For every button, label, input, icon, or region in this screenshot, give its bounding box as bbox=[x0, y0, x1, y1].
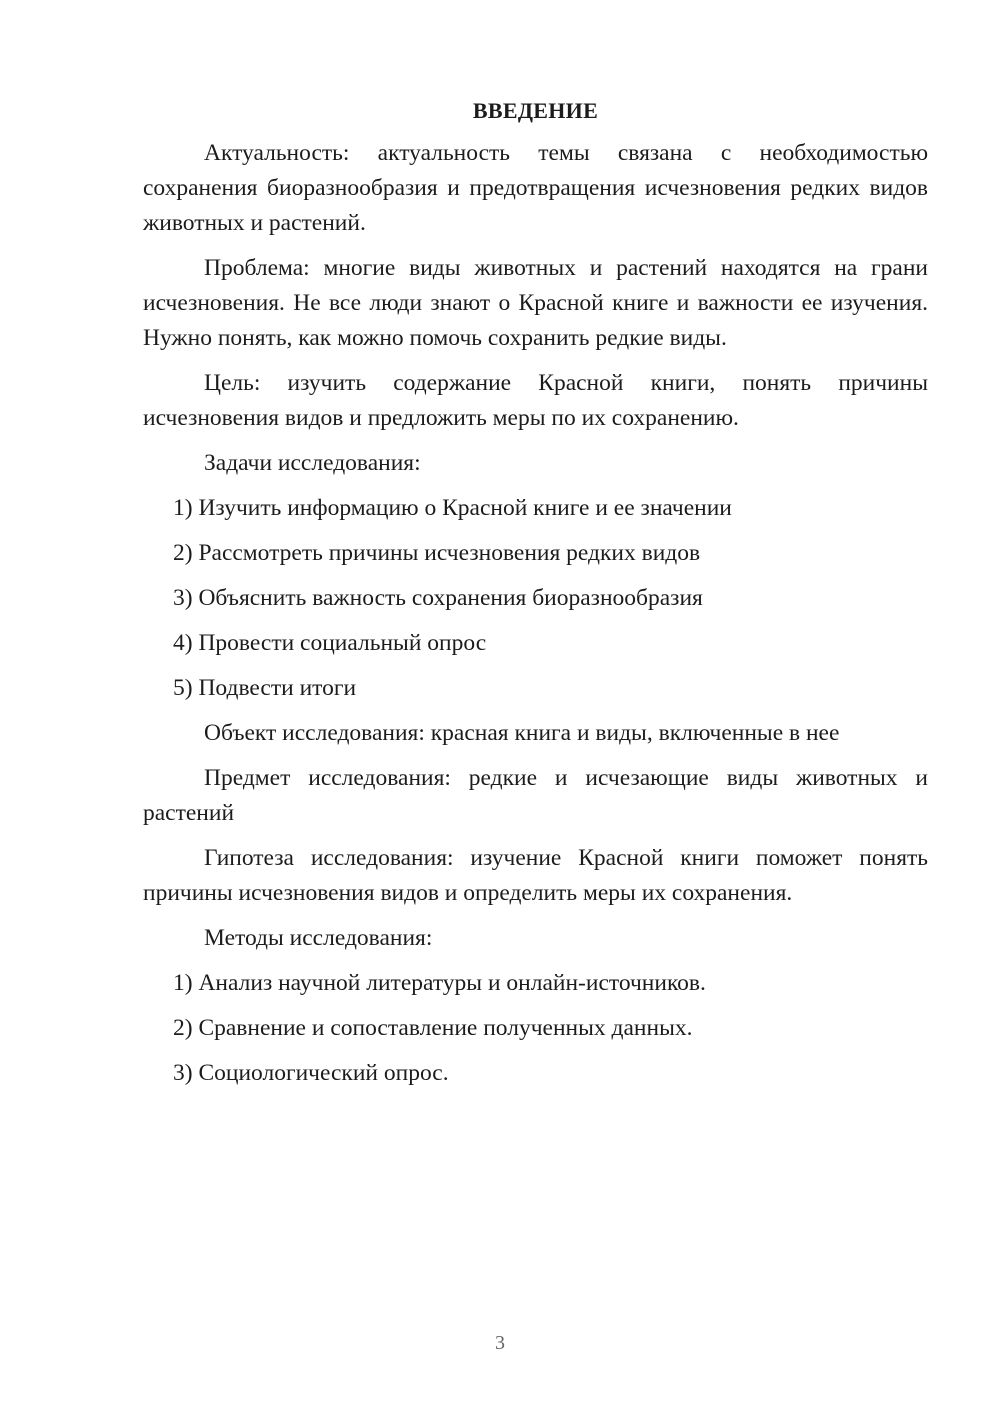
list-item: 5) Подвести итоги bbox=[173, 675, 357, 701]
relevance-paragraph: Актуальность: актуальность темы связана с необходимостью сохранения биоразнообразия и предотвращения исчезновения редких видов животных и растений. bbox=[143, 140, 928, 236]
list-item: 4) Провести социальный опрос bbox=[173, 630, 487, 656]
list-item: 3) Социологический опрос. bbox=[173, 1060, 449, 1086]
subject-paragraph: Предмет исследования: редкие и исчезающие виды животных и растений bbox=[143, 765, 928, 826]
page-number: 3 bbox=[495, 1332, 505, 1354]
page-content bbox=[143, 96, 928, 1101]
object-paragraph: Объект исследования: красная книга и виды, включенные в нее bbox=[204, 720, 840, 746]
list-item: 1) Анализ научной литературы и онлайн-источников. bbox=[173, 970, 706, 996]
list-item: 3) Объяснить важность сохранения биоразнообразия bbox=[173, 585, 703, 611]
methods-list bbox=[143, 966, 928, 1091]
list-item: 2) Сравнение и сопоставление полученных данных. bbox=[173, 1015, 693, 1041]
methods-heading: Методы исследования: bbox=[204, 925, 433, 951]
hypothesis-paragraph: Гипотеза исследования: изучение Красной книги поможет понять причины исчезновения видов и определить меры их сохранения. bbox=[143, 845, 928, 906]
goal-paragraph: Цель: изучить содержание Красной книги, понять причины исчезновения видов и предложить меры по их сохранению. bbox=[143, 370, 928, 431]
tasks-heading: Задачи исследования: bbox=[204, 450, 421, 476]
problem-paragraph: Проблема: многие виды животных и растений находятся на грани исчезновения. Не все люди знают о Красной книге и важности ее изучения. Нужно понять, как можно помочь сохранить редкие виды. bbox=[143, 255, 928, 351]
list-item: 1) Изучить информацию о Красной книге и ее значении bbox=[173, 495, 732, 521]
list-item: 2) Рассмотреть причины исчезновения редких видов bbox=[173, 540, 701, 566]
tasks-list bbox=[143, 491, 928, 706]
section-title: ВВЕДЕНИЕ bbox=[472, 98, 599, 123]
